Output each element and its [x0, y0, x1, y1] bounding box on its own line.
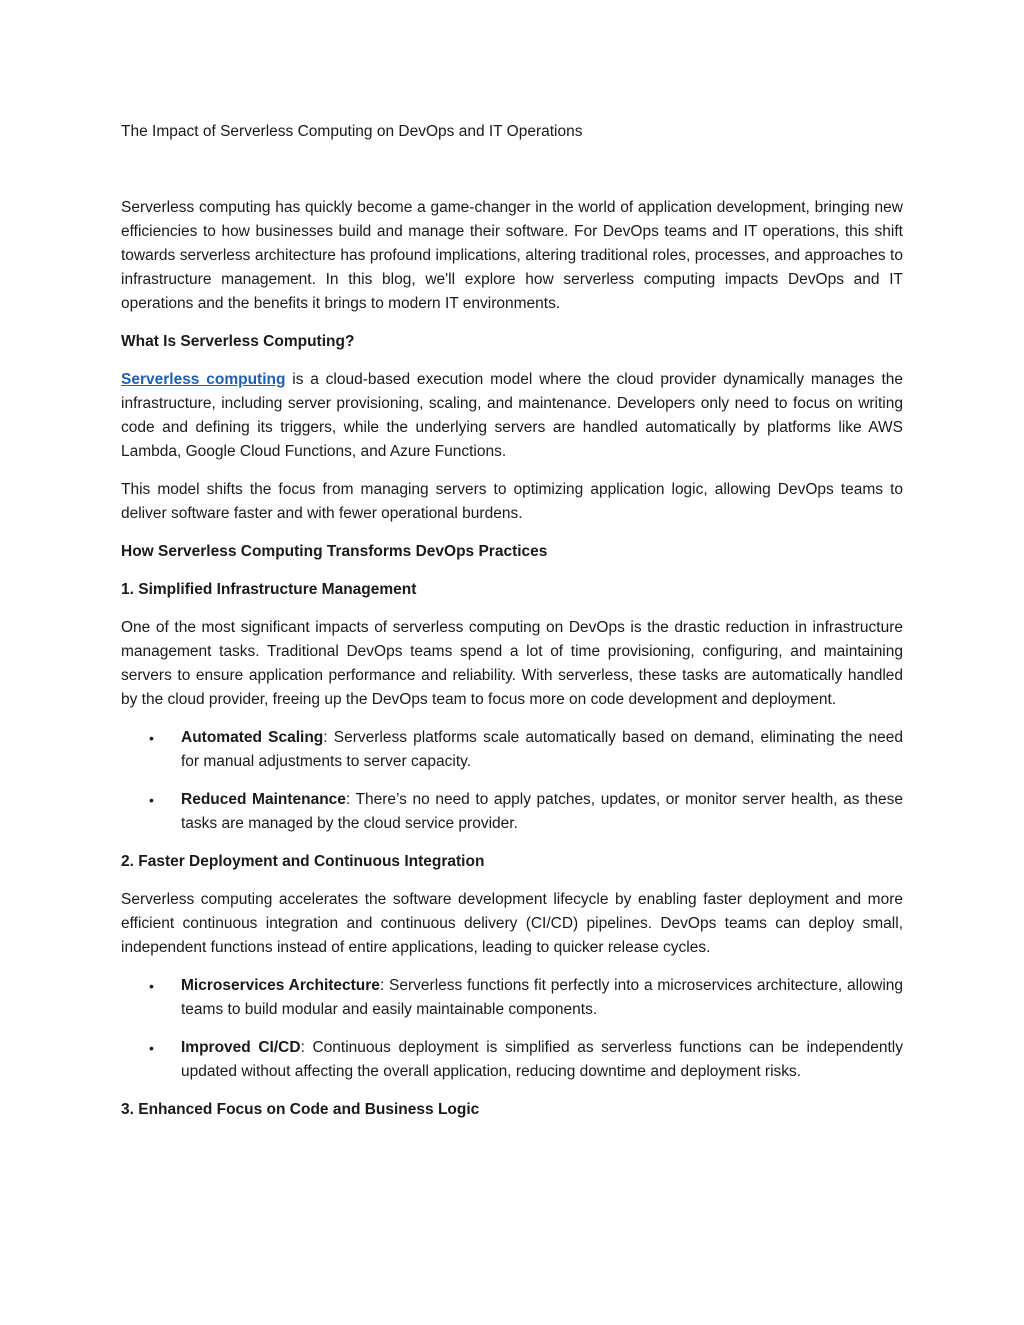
definition-text: is a cloud-based execution model where the cloud provider dynamically manages the infrastructure, including server provisioning, scaling, and maintenance. Developers only need to focus on writing code and defining its triggers, while the underlying servers are handled automatically by platforms like AWS Lambda, Google Cloud Functions, and Azure Functions.	[121, 371, 904, 460]
serverless-computing-link[interactable]: Serverless computing	[121, 371, 286, 388]
list-item	[121, 726, 903, 774]
list-item	[121, 1036, 903, 1084]
bullet-icon: •	[149, 730, 154, 746]
list-item-term: Microservices Architecture	[181, 977, 380, 994]
list-item-text: : Serverless functions fit perfectly into a microservices architecture, allowing teams to build modular and easily maintainable components.	[181, 977, 904, 1018]
heading-enhanced-focus: 3. Enhanced Focus on Code and Business Logic	[121, 1101, 480, 1118]
heading-what-is-serverless: What Is Serverless Computing?	[121, 333, 355, 350]
intro-paragraph: Serverless computing has quickly become a game-changer in the world of application development, bringing new efficiencies to how businesses build and manage their software. For DevOps teams and IT operations, this shift towards serverless architecture has profound implications, altering traditional roles, processes, and approaches to infrastructure management. In this blog, we'll explore how serverless computing impacts DevOps and IT operations and the benefits it brings to modern IT environments.	[121, 199, 903, 312]
list-item-term: Reduced Maintenance	[181, 791, 346, 808]
bullet-icon: •	[149, 978, 154, 994]
faster-deployment-paragraph: Serverless computing accelerates the software development lifecycle by enabling faster deployment and more efficient continuous integration and continuous delivery (CI/CD) pipelines. DevOps teams can deploy small, independent functions instead of entire applications, leading to quicker release cycles.	[121, 891, 903, 956]
simplified-infrastructure-list	[121, 726, 903, 836]
document-title: The Impact of Serverless Computing on DevOps and IT Operations	[121, 123, 583, 140]
list-item-term: Automated Scaling	[181, 729, 324, 746]
bullet-icon: •	[149, 792, 154, 808]
faster-deployment-list	[121, 974, 903, 1084]
heading-how-transforms: How Serverless Computing Transforms DevOps Practices	[121, 543, 548, 560]
simplified-infrastructure-paragraph: One of the most significant impacts of serverless computing on DevOps is the drastic reduction in infrastructure management tasks. Traditional DevOps teams spend a lot of time provisioning, configuring, and maintaining servers to ensure application performance and reliability. With serverless, these tasks are automatically handled by the cloud provider, freeing up the DevOps team to focus more on code development and deployment.	[121, 619, 903, 708]
list-item-text: : There’s no need to apply patches, updates, or monitor server health, as these tasks are managed by the cloud service provider.	[181, 791, 903, 832]
definition-paragraph	[121, 368, 903, 464]
heading-simplified-infrastructure: 1. Simplified Infrastructure Management	[121, 581, 417, 598]
document-page	[121, 120, 903, 1136]
heading-faster-deployment: 2. Faster Deployment and Continuous Integration	[121, 853, 485, 870]
list-item-text: : Serverless platforms scale automatically based on demand, eliminating the need for manual adjustments to server capacity.	[181, 729, 903, 770]
bullet-icon: •	[149, 1040, 154, 1056]
list-item	[121, 788, 903, 836]
list-item-term: Improved CI/CD	[181, 1039, 301, 1056]
list-item-text: : Continuous deployment is simplified as serverless functions can be independently updated without affecting the overall application, reducing downtime and deployment risks.	[181, 1039, 904, 1080]
model-shift-paragraph: This model shifts the focus from managing servers to optimizing application logic, allowing DevOps teams to deliver software faster and with fewer operational burdens.	[121, 481, 903, 522]
list-item	[121, 974, 903, 1022]
